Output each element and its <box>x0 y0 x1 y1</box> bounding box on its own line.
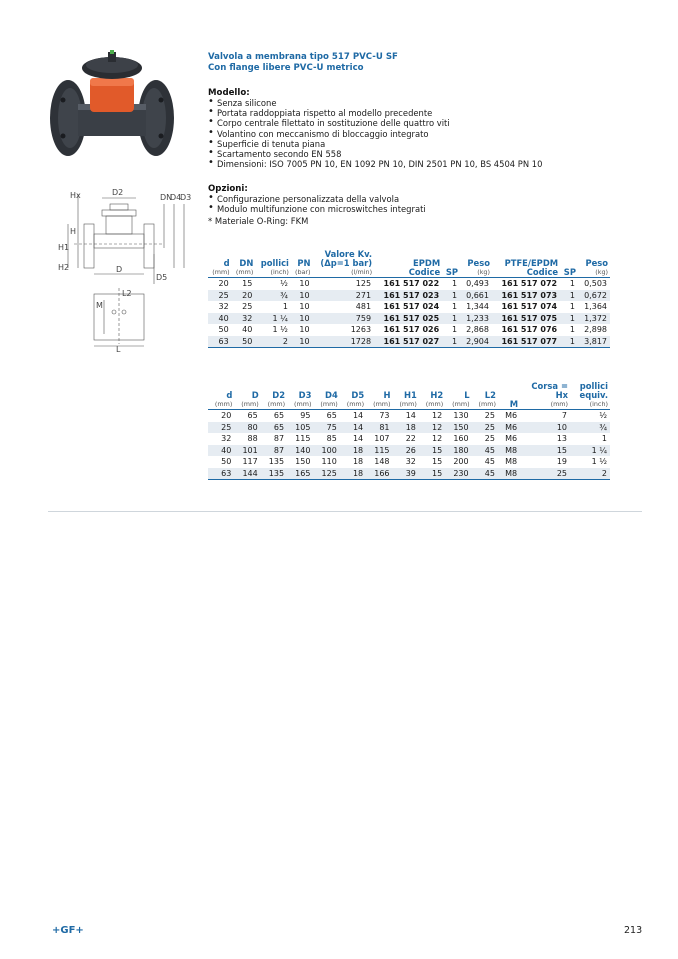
label-d2: D2 <box>112 188 124 197</box>
table-cell: 14 <box>393 410 419 422</box>
dimensions-table <box>208 382 610 480</box>
column-header: D (mm) <box>241 390 259 408</box>
table-cell: 161 517 022 <box>374 278 442 290</box>
column-header: d (mm) <box>214 390 233 408</box>
gf-logo: +GF+ <box>52 925 84 936</box>
table-cell: 2,904 <box>460 336 492 348</box>
options-list <box>208 194 426 214</box>
column-header: D2 (mm) <box>267 390 286 408</box>
column-header: DN (mm) <box>235 258 254 276</box>
table-cell: M8 <box>498 445 520 457</box>
column-header: EPDM Codice <box>408 258 441 277</box>
table-row <box>208 278 610 290</box>
table-cell: 1263 <box>313 324 375 336</box>
table-cell: 161 517 024 <box>374 301 442 313</box>
table-cell: 25 <box>520 468 570 480</box>
table-cell: 10 <box>291 301 313 313</box>
table-cell: 73 <box>366 410 392 422</box>
table-cell: 2,898 <box>578 324 610 336</box>
table-cell: 100 <box>313 445 339 457</box>
table-cell: 32 <box>208 301 232 313</box>
table-cell: 1 <box>560 278 578 290</box>
table-cell: 101 <box>234 445 260 457</box>
valve-photo <box>48 48 176 166</box>
table-row <box>208 422 610 434</box>
table-cell: 161 517 073 <box>492 290 560 302</box>
table-cell: 32 <box>393 456 419 468</box>
table-cell: 26 <box>393 445 419 457</box>
option-bullet: • Modulo multifunzione con microswitches integrati <box>208 204 426 214</box>
table-cell: 161 517 076 <box>492 324 560 336</box>
table-cell: 18 <box>340 468 366 480</box>
table-cell: 161 517 077 <box>492 336 560 348</box>
table-cell: 15 <box>520 445 570 457</box>
table-cell: 65 <box>261 410 287 422</box>
column-header: L (mm) <box>452 390 470 408</box>
table-cell: ¾ <box>570 422 610 434</box>
table-cell: 161 517 027 <box>374 336 442 348</box>
table-cell: 144 <box>234 468 260 480</box>
label-h2: H2 <box>58 263 70 272</box>
table-cell: 10 <box>520 422 570 434</box>
table-cell: 50 <box>232 336 256 348</box>
table-cell: 2 <box>570 468 610 480</box>
column-header: D3 (mm) <box>294 390 312 408</box>
table-cell: 10 <box>291 324 313 336</box>
table-cell: 20 <box>208 410 234 422</box>
table-cell: 15 <box>419 445 445 457</box>
model-bullet: • Volantino con meccanismo di bloccaggio integrato <box>208 129 542 139</box>
table-cell: M6 <box>498 433 520 445</box>
table-row <box>208 301 610 313</box>
table-cell: 1 ¼ <box>255 313 291 325</box>
model-bullet: • Superficie di tenuta piana <box>208 139 542 149</box>
table-row <box>208 468 610 480</box>
table-cell: 18 <box>393 422 419 434</box>
table-cell: 1 <box>560 301 578 313</box>
label-l: L <box>116 345 121 354</box>
table-cell: 14 <box>340 422 366 434</box>
table-cell: 1 <box>442 290 460 302</box>
table-cell: 481 <box>313 301 375 313</box>
table-cell: 32 <box>208 433 234 445</box>
label-d4: D4 <box>170 193 182 202</box>
label-l2: L2 <box>122 289 132 298</box>
table-cell: 759 <box>313 313 375 325</box>
table-cell: M6 <box>498 410 520 422</box>
table-cell: 65 <box>313 410 339 422</box>
table-row <box>208 324 610 336</box>
table-cell: 95 <box>287 410 313 422</box>
table-cell: 135 <box>261 456 287 468</box>
product-title-line1: Valvola a membrana tipo 517 PVC-U SF <box>208 52 398 62</box>
column-header: H2 (mm) <box>425 390 444 408</box>
table-cell: 161 517 026 <box>374 324 442 336</box>
column-header: SP <box>445 267 459 277</box>
table-cell: 117 <box>234 456 260 468</box>
label-h1: H1 <box>58 243 70 252</box>
label-d5: D5 <box>156 273 168 282</box>
table-cell: 20 <box>208 278 232 290</box>
model-list <box>208 98 542 169</box>
table-cell: 25 <box>472 422 498 434</box>
table-cell: 1 <box>442 324 460 336</box>
label-dn: DN <box>160 193 173 202</box>
table-cell: 148 <box>366 456 392 468</box>
table-cell: ¾ <box>255 290 291 302</box>
model-bullet: • Portata raddoppiata rispetto al modello precedente <box>208 108 542 118</box>
table-cell: 65 <box>234 410 260 422</box>
table-cell: 161 517 072 <box>492 278 560 290</box>
table-cell: 10 <box>291 313 313 325</box>
table-cell: 25 <box>208 290 232 302</box>
table-cell: 63 <box>208 468 234 480</box>
table-row <box>208 410 610 422</box>
table-cell: 12 <box>419 410 445 422</box>
product-title <box>208 52 398 74</box>
table-cell: 130 <box>445 410 471 422</box>
table-cell: 110 <box>313 456 339 468</box>
table-cell: 271 <box>313 290 375 302</box>
table-cell: 1 <box>560 324 578 336</box>
table-cell: 25 <box>472 410 498 422</box>
table-cell: M6 <box>498 422 520 434</box>
label-hx: Hx <box>70 191 81 200</box>
table-cell: 25 <box>232 301 256 313</box>
column-header: M <box>509 399 519 409</box>
table-cell: 22 <box>393 433 419 445</box>
table-cell: 45 <box>472 456 498 468</box>
column-header: Corsa = Hx (mm) <box>531 381 569 408</box>
table-cell: ½ <box>570 410 610 422</box>
column-header: pollici (inch) <box>260 258 289 276</box>
table-cell: 18 <box>340 445 366 457</box>
table-cell: M8 <box>498 456 520 468</box>
table-cell: 50 <box>208 456 234 468</box>
options-heading: Opzioni: <box>208 184 248 194</box>
table-cell: 150 <box>287 456 313 468</box>
table-cell: 18 <box>340 456 366 468</box>
table-cell: 161 517 074 <box>492 301 560 313</box>
table-row <box>208 313 610 325</box>
table-cell: 10 <box>291 290 313 302</box>
table-cell: 1 ½ <box>570 456 610 468</box>
table-cell: 125 <box>313 468 339 480</box>
table-row <box>208 336 610 348</box>
column-header: d (mm) <box>212 258 230 276</box>
label-h: H <box>70 227 77 236</box>
model-bullet: • Scartamento secondo EN 558 <box>208 149 542 159</box>
model-bullet: • Dimensioni: ISO 7005 PN 10, EN 1092 PN 10, DIN 2501 PN 10, BS 4504 PN 10 <box>208 159 542 169</box>
table-cell: 14 <box>340 433 366 445</box>
page-number: 213 <box>624 925 643 936</box>
table-cell: 135 <box>261 468 287 480</box>
column-header: Valore Kv. (Δp=1 bar) (l/min) <box>320 249 373 276</box>
option-bullet: • Configurazione personalizzata della valvola <box>208 194 426 204</box>
column-header: L2 (mm) <box>478 390 496 408</box>
table-cell: 63 <box>208 336 232 348</box>
table-row <box>208 433 610 445</box>
table-cell: 165 <box>287 468 313 480</box>
table-cell: 1,344 <box>460 301 492 313</box>
table-cell: 1 ½ <box>255 324 291 336</box>
label-d3: D3 <box>180 193 191 202</box>
table-cell: 87 <box>261 445 287 457</box>
table-cell: 0,661 <box>460 290 492 302</box>
table-cell: 1,364 <box>578 301 610 313</box>
table-cell: ½ <box>255 278 291 290</box>
table-cell: 7 <box>520 410 570 422</box>
table-cell: 1 <box>442 301 460 313</box>
table-cell: 2,868 <box>460 324 492 336</box>
model-bullet: • Corpo centrale filettato in sostituzione delle quattro viti <box>208 118 542 128</box>
table-cell: 13 <box>520 433 570 445</box>
codes-table <box>208 250 610 348</box>
options-section <box>208 184 426 226</box>
table-cell: 230 <box>445 468 471 480</box>
table-cell: 39 <box>393 468 419 480</box>
column-header: pollici equiv. (inch) <box>579 381 608 408</box>
table-cell: 140 <box>287 445 313 457</box>
table-row <box>208 290 610 302</box>
table-cell: 1 <box>560 290 578 302</box>
table-cell: 15 <box>419 468 445 480</box>
section-divider <box>48 511 642 512</box>
table-cell: 14 <box>340 410 366 422</box>
model-bullet: • Senza silicone <box>208 98 542 108</box>
table-cell: 40 <box>208 445 234 457</box>
table-cell: 161 517 023 <box>374 290 442 302</box>
table-cell: 3,817 <box>578 336 610 348</box>
table-cell: 45 <box>472 445 498 457</box>
table-cell: 65 <box>261 422 287 434</box>
table-cell: 45 <box>472 468 498 480</box>
column-header: Peso (kg) <box>585 258 608 276</box>
table-cell: 20 <box>232 290 256 302</box>
table-cell: 40 <box>208 313 232 325</box>
table-cell: 1 <box>442 313 460 325</box>
label-m: M <box>96 301 103 310</box>
table-cell: 10 <box>291 336 313 348</box>
table-cell: 80 <box>234 422 260 434</box>
table-cell: 115 <box>287 433 313 445</box>
table-cell: 32 <box>232 313 256 325</box>
table-cell: 2 <box>255 336 291 348</box>
product-title-line2: Con flange libere PVC-U metrico <box>208 63 364 73</box>
table-cell: 107 <box>366 433 392 445</box>
table-cell: 75 <box>313 422 339 434</box>
table-cell: 81 <box>366 422 392 434</box>
table-cell: 1 <box>255 301 291 313</box>
column-header: D5 (mm) <box>346 390 365 408</box>
table-cell: 15 <box>232 278 256 290</box>
table-cell: 50 <box>208 324 232 336</box>
table-cell: 0,493 <box>460 278 492 290</box>
table-cell: 150 <box>445 422 471 434</box>
table-cell: 12 <box>419 422 445 434</box>
table-cell: 0,672 <box>578 290 610 302</box>
table-cell: 40 <box>232 324 256 336</box>
table-cell: 180 <box>445 445 471 457</box>
column-header: PTFE/EPDM Codice <box>504 258 559 277</box>
technical-drawing <box>56 184 191 354</box>
table-cell: 87 <box>261 433 287 445</box>
table-cell: 200 <box>445 456 471 468</box>
table-cell: 19 <box>520 456 570 468</box>
table-cell: 160 <box>445 433 471 445</box>
column-header: H1 (mm) <box>399 390 417 408</box>
column-header: H (mm) <box>373 390 391 408</box>
table-cell: 1,233 <box>460 313 492 325</box>
table-cell: 85 <box>313 433 339 445</box>
table-cell: 166 <box>366 468 392 480</box>
table-cell: 161 517 025 <box>374 313 442 325</box>
table-row <box>208 456 610 468</box>
column-header: PN (bar) <box>294 258 311 276</box>
material-note: * Materiale O-Ring: FKM <box>208 216 309 227</box>
table-cell: 1 <box>442 336 460 348</box>
table-cell: 1,372 <box>578 313 610 325</box>
table-cell: 1728 <box>313 336 375 348</box>
table-cell: 0,503 <box>578 278 610 290</box>
table-cell: 1 <box>442 278 460 290</box>
model-section <box>208 88 542 169</box>
table-cell: 1 <box>570 433 610 445</box>
table-cell: 115 <box>366 445 392 457</box>
table-cell: 15 <box>419 456 445 468</box>
table-cell: 1 <box>560 313 578 325</box>
table-cell: M8 <box>498 468 520 480</box>
column-header: D4 (mm) <box>320 390 338 408</box>
table-cell: 161 517 075 <box>492 313 560 325</box>
table-row <box>208 445 610 457</box>
column-header: SP <box>563 267 576 277</box>
table-cell: 25 <box>472 433 498 445</box>
table-cell: 1 ¼ <box>570 445 610 457</box>
column-header: Peso (kg) <box>467 258 490 276</box>
table-cell: 10 <box>291 278 313 290</box>
table-cell: 105 <box>287 422 313 434</box>
table-cell: 12 <box>419 433 445 445</box>
model-heading: Modello: <box>208 88 250 98</box>
table-cell: 25 <box>208 422 234 434</box>
table-cell: 88 <box>234 433 260 445</box>
table-cell: 125 <box>313 278 375 290</box>
table-cell: 1 <box>560 336 578 348</box>
label-d: D <box>116 265 123 274</box>
